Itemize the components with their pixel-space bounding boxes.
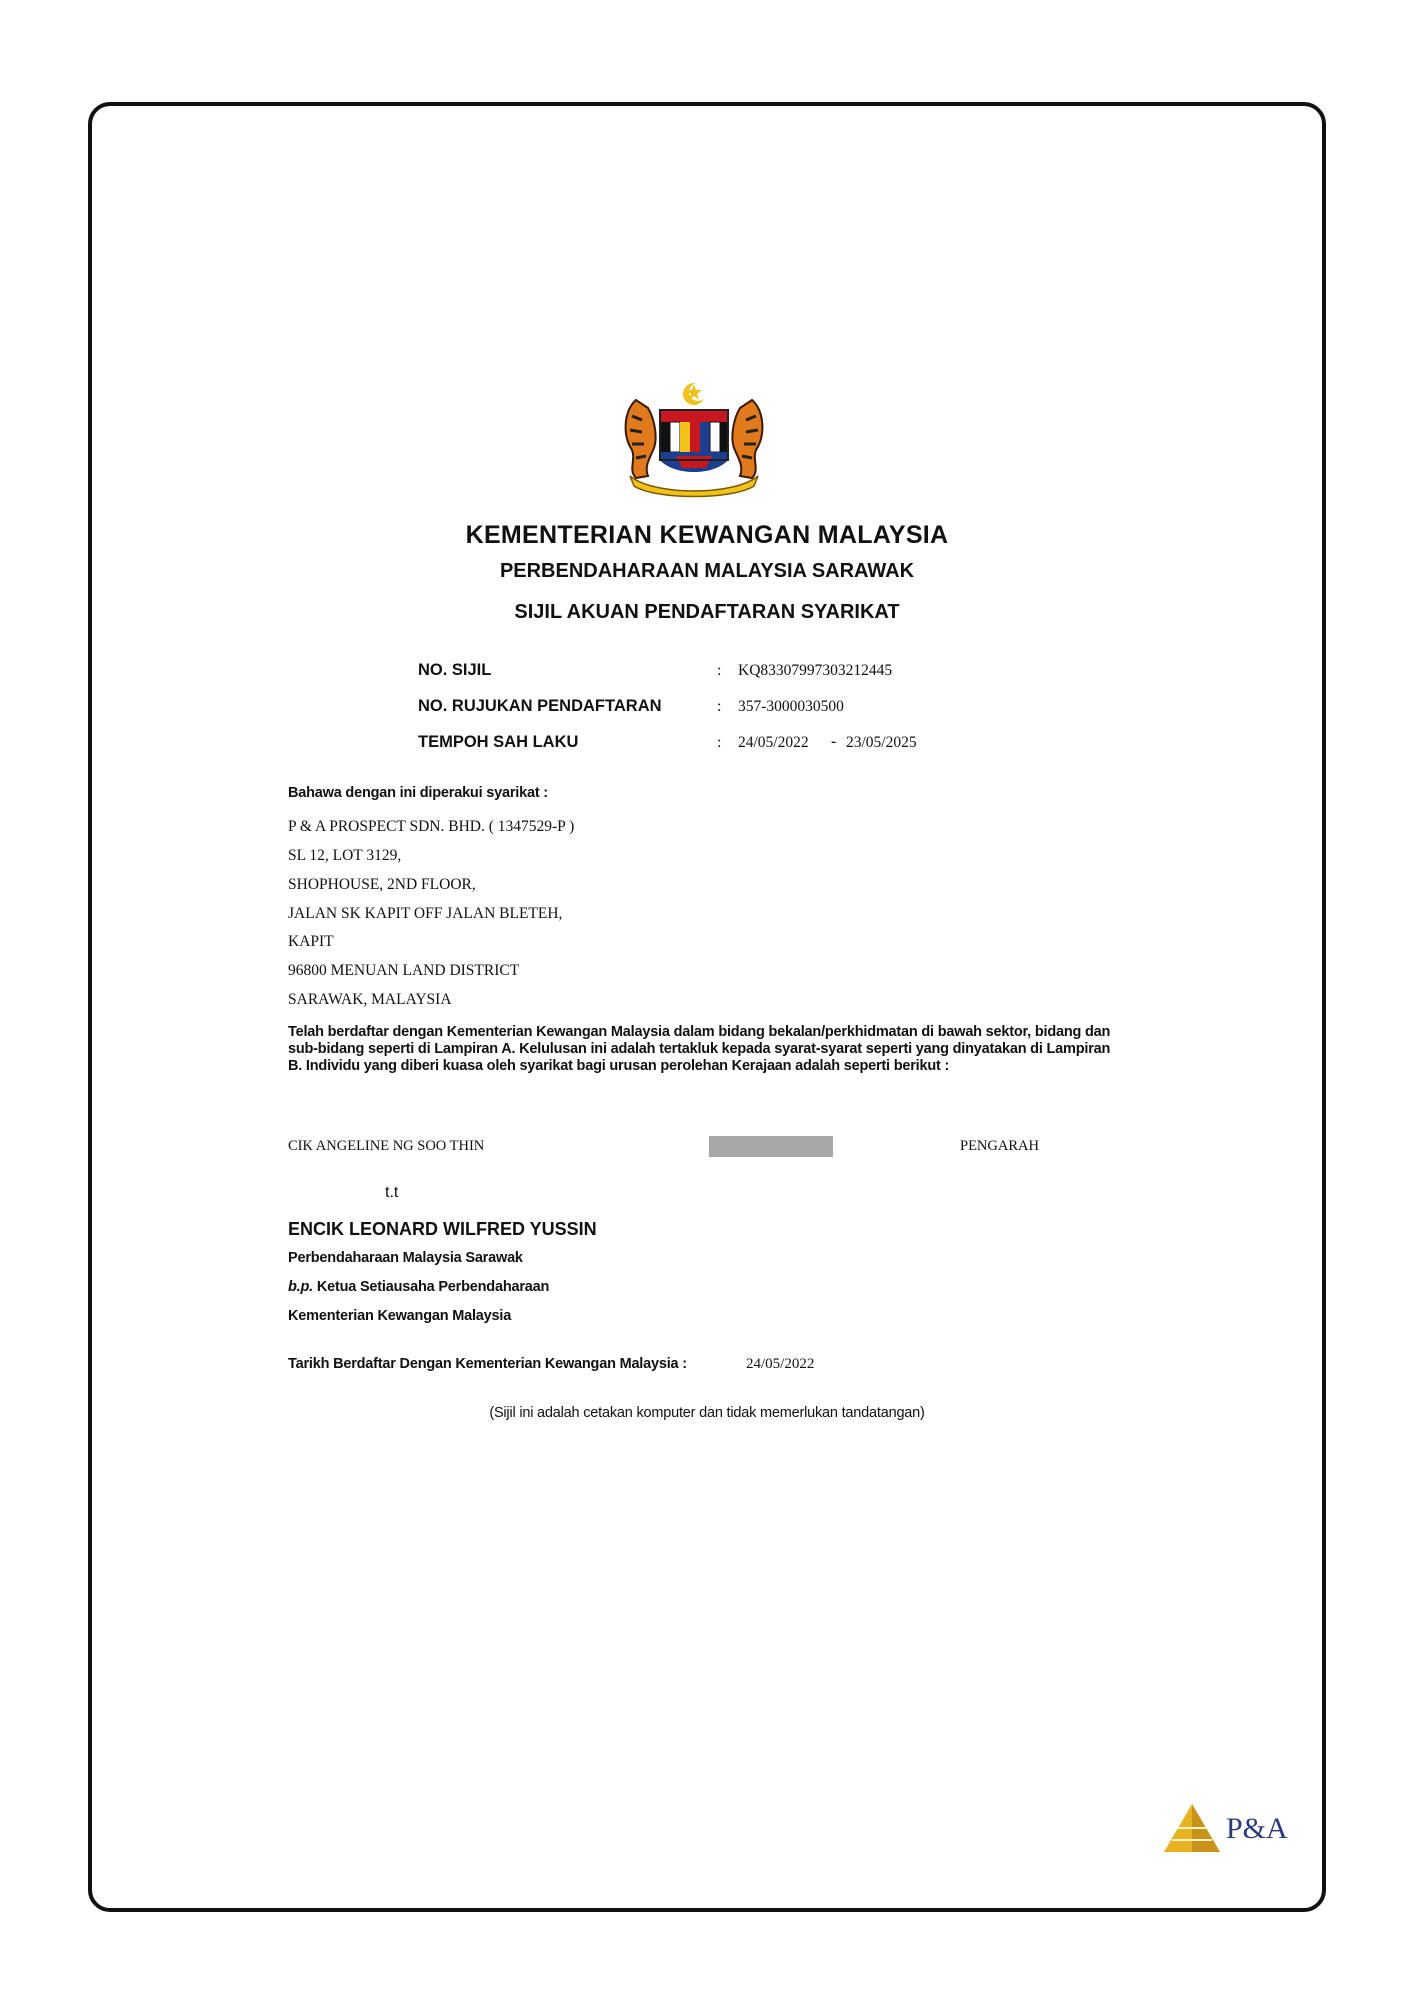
address-line: SHOPHOUSE, 2ND FLOOR, — [288, 876, 476, 893]
authorized-person-position: PENGARAH — [960, 1138, 1039, 1154]
address-line: JALAN SK KAPIT OFF JALAN BLETEH, — [288, 905, 563, 922]
tt-mark: t.t — [385, 1184, 399, 1201]
field-value-valid-from: 24/05/2022 — [738, 734, 809, 751]
field-value-registration-ref: 357-3000030500 — [738, 698, 844, 715]
registration-date-value: 24/05/2022 — [746, 1356, 815, 1372]
field-colon: : — [717, 662, 722, 679]
department-heading: PERBENDAHARAAN MALAYSIA SARAWAK — [499, 560, 915, 582]
authorized-person-name: CIK ANGELINE NG SOO THIN — [288, 1138, 485, 1154]
address-line: 96800 MENUAN LAND DISTRICT — [288, 962, 520, 979]
field-label-registration-ref: NO. RUJUKAN PENDAFTARAN — [418, 697, 662, 715]
field-date-separator: - — [831, 733, 837, 750]
svg-text:P&A: P&A — [1226, 1812, 1288, 1845]
field-label-validity-period: TEMPOH SAH LAKU — [418, 733, 579, 751]
footer-note: (Sijil ini adalah cetakan komputer dan tidak memerlukan tandatangan) — [489, 1405, 925, 1421]
redacted-id-block — [709, 1136, 833, 1157]
ministry-heading: KEMENTERIAN KEWANGAN MALAYSIA — [465, 521, 949, 549]
pyramid-icon — [1162, 1800, 1288, 1860]
field-label-certificate-no: NO. SIJIL — [418, 661, 492, 679]
malaysia-coat-of-arms-icon — [614, 380, 774, 500]
field-value-certificate-no: KQ83307997303212445 — [738, 662, 893, 679]
signatory-title-text: Ketua Setiausaha Perbendaharaan — [316, 1279, 550, 1295]
signatory-ministry: Kementerian Kewangan Malaysia — [288, 1308, 512, 1324]
field-colon: : — [717, 698, 722, 715]
certify-intro: Bahawa dengan ini diperakui syarikat : — [288, 785, 548, 801]
field-value-valid-to: 23/05/2025 — [846, 734, 917, 751]
certificate-title: SIJIL AKUAN PENDAFTARAN SYARIKAT — [514, 601, 900, 623]
registration-date-label: Tarikh Berdaftar Dengan Kementerian Kewangan Malaysia : — [288, 1356, 687, 1372]
signatory-title — [288, 1279, 549, 1295]
bp-prefix: b.p. — [288, 1279, 313, 1295]
address-line: SARAWAK, MALAYSIA — [288, 991, 452, 1008]
address-line: SL 12, LOT 3129, — [288, 847, 402, 864]
field-colon: : — [717, 734, 722, 751]
signatory-name: ENCIK LEONARD WILFRED YUSSIN — [288, 1219, 597, 1239]
certificate-border — [88, 102, 1326, 1912]
signatory-office: Perbendaharaan Malaysia Sarawak — [288, 1250, 523, 1266]
company-name: P & A PROSPECT SDN. BHD. ( 1347529-P ) — [288, 818, 575, 835]
registration-statement: Telah berdaftar dengan Kementerian Kewangan Malaysia dalam bidang bekalan/perkhidmatan di bawah sektor, bidang dan sub-bidang seperti di Lampiran A. Kelulusan ini adalah tertakluk kepada syarat-syarat seperti yang dinyatakan di Lampiran B. Individu yang diberi kuasa oleh syarikat bagi urusan perolehan Kerajaan adalah seperti berikut : — [288, 1024, 1111, 1074]
address-line: KAPIT — [288, 933, 334, 950]
